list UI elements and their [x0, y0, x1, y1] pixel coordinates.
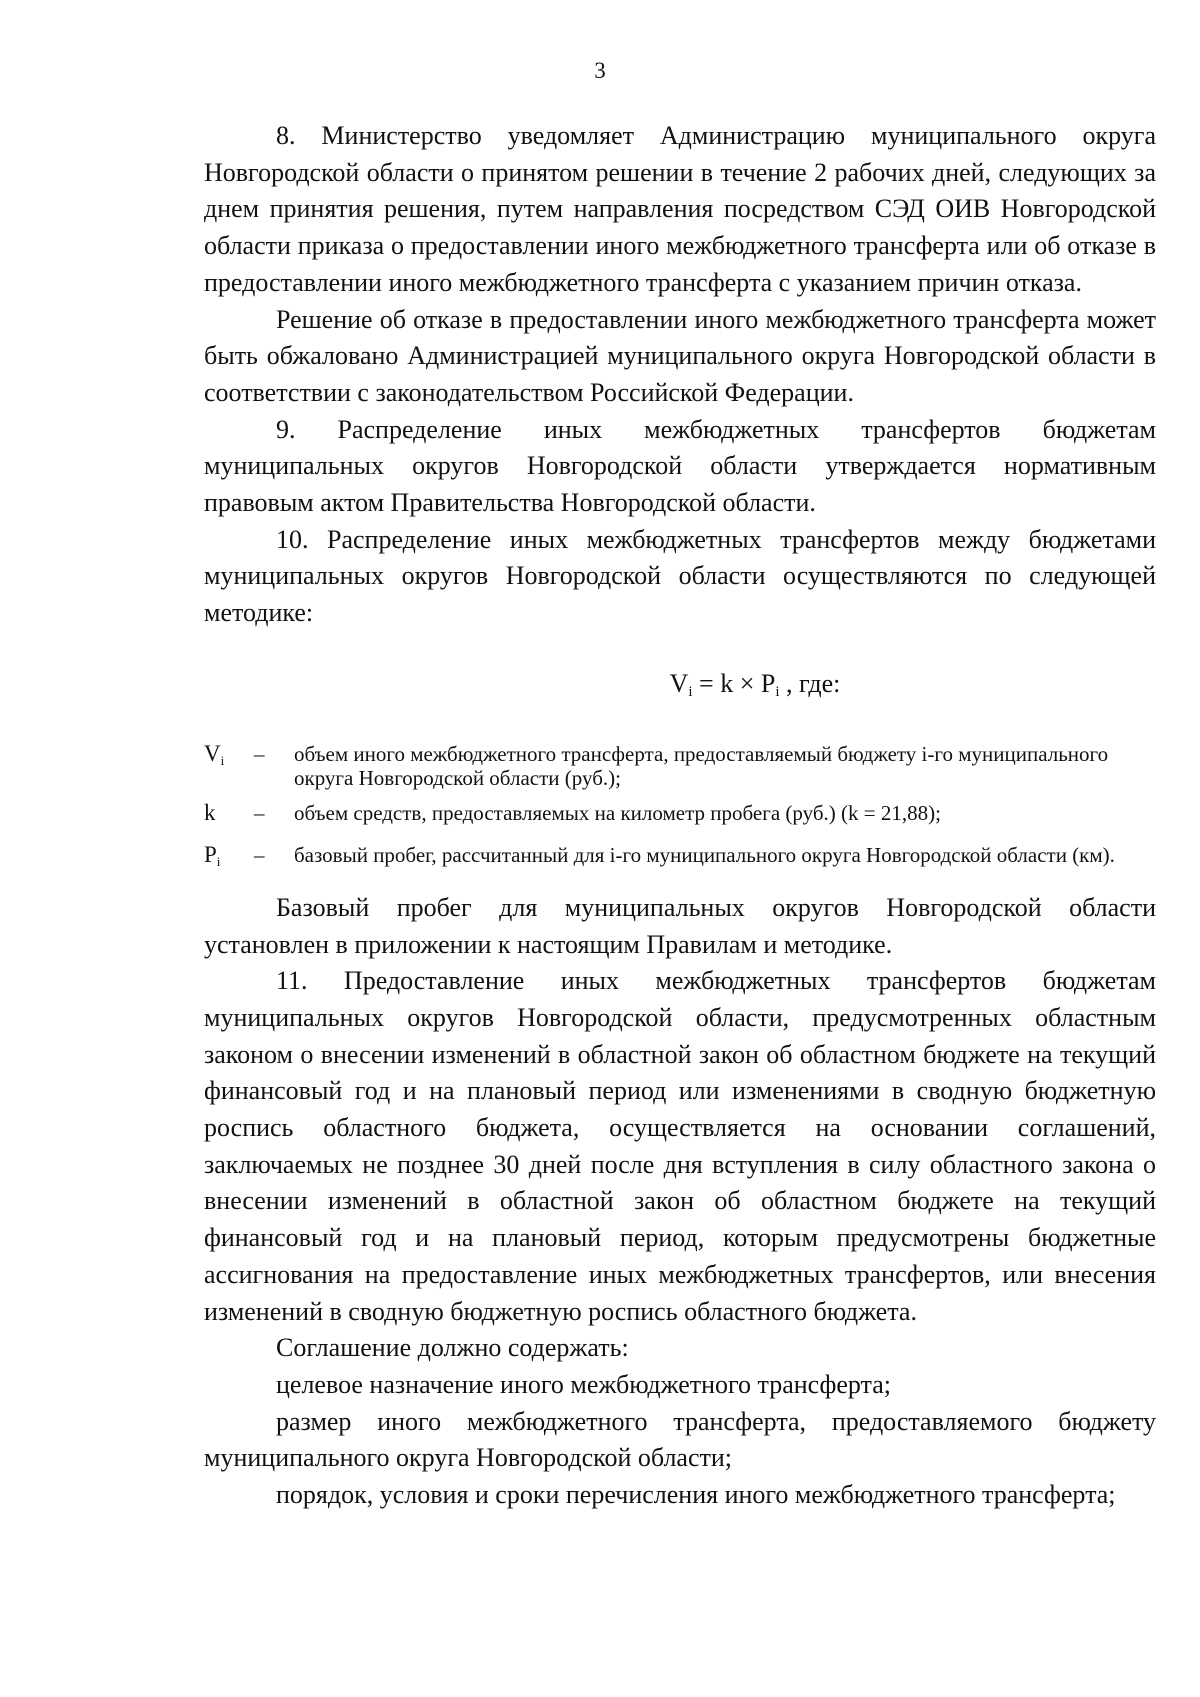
paragraph-order: порядок, условия и сроки перечисления иного межбюджетного трансферта; — [276, 1480, 1116, 1510]
formula-v-sub: i — [688, 683, 693, 700]
paragraph-purpose: целевое назначение иного межбюджетного трансферта; — [276, 1369, 891, 1399]
paragraph-9: 9. Распределение иных межбюджетных трансфертов бюджетам муниципальных округов Новгородской области утверждается нормативным правовым актом Правительства Новгородской области. — [204, 414, 1156, 518]
formula — [204, 666, 1156, 710]
formula-tail: , где: — [779, 668, 841, 698]
paragraph-8: 8. Министерство уведомляет Администрацию муниципального округа Новгородской области о принятом решении в течение 2 рабочих дней, следующих за днем принятия решения, путем направления посредством СЭД ОИВ Новгородской области приказа о предоставлении иного межбюджетного трансферта или об отказе в предоставлении иного межбюджетного трансферта с указанием причин отказа. — [204, 121, 1156, 297]
definitions-list — [204, 742, 1156, 874]
definition-dash: – — [254, 741, 265, 766]
formula-v: V — [669, 668, 689, 698]
definition-dash: – — [254, 842, 265, 867]
document-body — [204, 118, 1156, 1514]
definition-row — [204, 843, 1156, 874]
paragraph-base-mileage: Базовый пробег для муниципальных округов Новгородской области установлен в приложении к настоящим Правилам и методике. — [204, 892, 1156, 959]
definition-dash: – — [254, 800, 265, 825]
definition-symbol: $P_i$ — [204, 841, 221, 869]
paragraph-8-appeal: Решение об отказе в предоставлении иного межбюджетного трансферта может быть обжаловано Администрацией муниципального округа Новгородской области в соответствии с законодательством Российской Федерации. — [204, 304, 1156, 407]
paragraph-11: 11. Предоставление иных межбюджетных трансфертов бюджетам муниципальных округов Новгородской области, предусмотренных областным законом о внесении изменений в областной закон об областном бюджете на текущий финансовый год и на плановый период или изменениями в сводную бюджетную роспись областного бюджета, осуществляется на основании соглашений, заключаемых не позднее 30 дней после дня вступления в силу областного закона о внесении изменений в областной закон об областном бюджете на текущий финансовый год и на плановый период, которым предусмотрены бюджетные ассигнования на предоставление иных межбюджетных трансфертов, или внесения изменений в сводную бюджетную роспись областного бюджета. — [204, 966, 1156, 1326]
definition-symbol: k — [204, 799, 216, 825]
paragraph-10: 10. Распределение иных межбюджетных трансфертов между бюджетами муниципальных округов Новгородской области осуществляются по следующей методике: — [204, 524, 1156, 628]
formula-middle: = k × P — [692, 668, 776, 698]
page-number: 3 — [594, 58, 606, 83]
definition-symbol: $V_i$ — [204, 740, 225, 768]
definition-text: базовый пробег, рассчитанный для i-го муниципального округа Новгородской области (км). — [294, 842, 1115, 867]
paragraph-agreement: Соглашение должно содержать: — [276, 1333, 629, 1363]
definition-row — [204, 742, 1156, 790]
paragraph-size: размер иного межбюджетного трансферта, предоставляемого бюджету муниципального округа Новгородской области; — [204, 1406, 1156, 1473]
definition-text: объем иного межбюджетного трансферта, предоставляемый бюджету i-го муниципального округа Новгородской области (руб.); — [294, 741, 1109, 790]
definition-text: объем средств, предоставляемых на километр пробега (руб.) (k = 21,88); — [294, 800, 941, 825]
formula-p-sub: i — [775, 683, 780, 700]
definition-row — [204, 801, 1156, 832]
